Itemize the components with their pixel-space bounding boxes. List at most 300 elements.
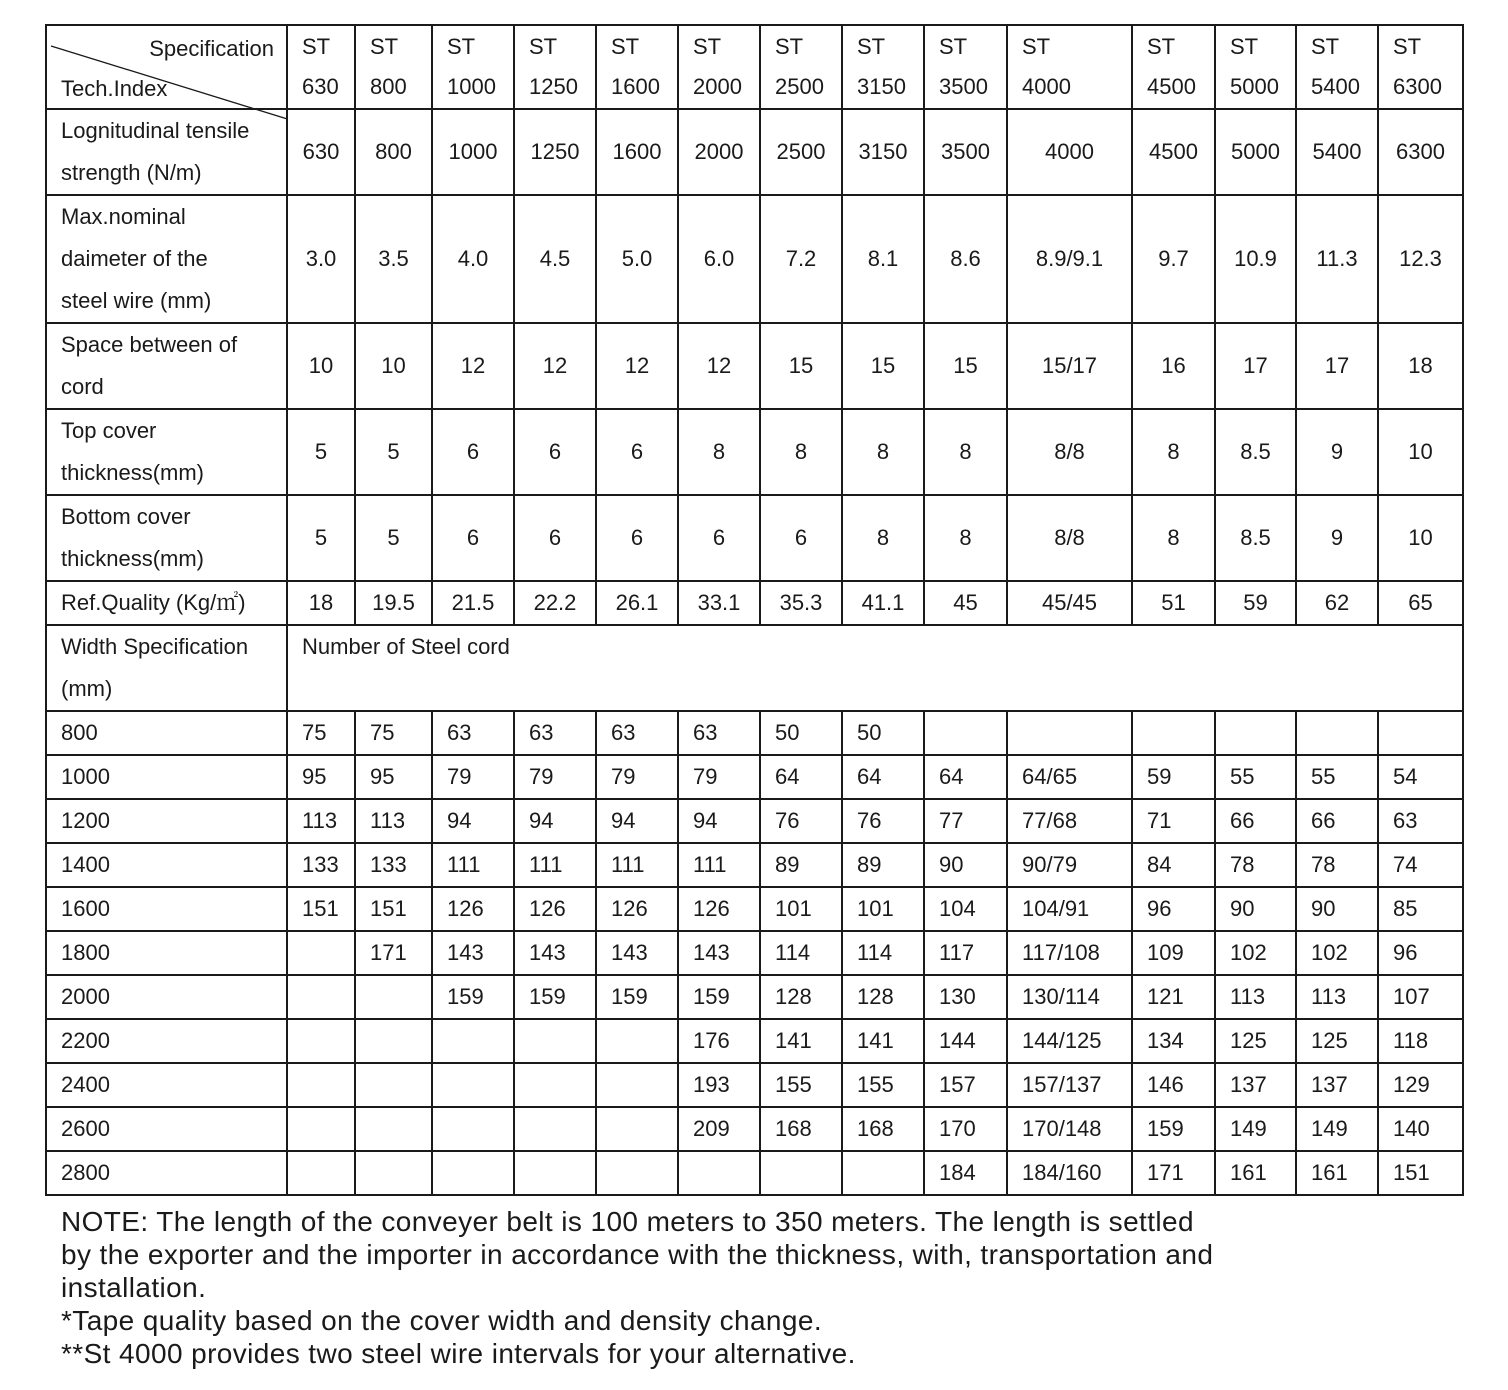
grade-value: 4000: [1022, 74, 1071, 99]
steel-cord-count: [1215, 711, 1296, 755]
grade-prefix: ST: [693, 34, 722, 59]
steel-cord-count: 84: [1132, 843, 1215, 887]
steel-cord-count: 109: [1132, 931, 1215, 975]
grade-header-cell: [596, 25, 678, 109]
property-value: 59: [1215, 581, 1296, 625]
property-value: 8: [678, 409, 760, 495]
steel-cord-count: 63: [678, 711, 760, 755]
width-row: [46, 887, 1463, 931]
property-value: 17: [1296, 323, 1378, 409]
property-value: 9: [1296, 409, 1378, 495]
width-spec-label-line: Width Specification: [61, 634, 249, 659]
steel-cord-count: 78: [1296, 843, 1378, 887]
width-row: [46, 843, 1463, 887]
property-value: 33.1: [678, 581, 760, 625]
width-spec-label-line: (mm): [61, 676, 113, 701]
steel-cord-count: [432, 1107, 514, 1151]
property-value: 1250: [514, 109, 596, 195]
steel-cord-count: 114: [760, 931, 842, 975]
property-value: 12: [596, 323, 678, 409]
property-value: 65: [1378, 581, 1463, 625]
property-value: 10: [1378, 409, 1463, 495]
header-tech-index-label: Tech.Index: [61, 76, 168, 101]
property-label: [46, 323, 287, 409]
steel-cord-count: 64/65: [1007, 755, 1132, 799]
grade-value: 3500: [939, 74, 988, 99]
note-line: **St 4000 provides two steel wire intervals for your alternative.: [61, 1338, 856, 1369]
grade-prefix: ST: [1230, 34, 1259, 59]
steel-cord-count: 141: [760, 1019, 842, 1063]
steel-cord-count: 89: [760, 843, 842, 887]
steel-cord-count: 176: [678, 1019, 760, 1063]
property-value: 62: [1296, 581, 1378, 625]
property-label: [46, 409, 287, 495]
header-specification-label: Specification: [149, 36, 274, 61]
steel-cord-count: 141: [842, 1019, 924, 1063]
steel-cord-count: 85: [1378, 887, 1463, 931]
steel-cord-count: [287, 975, 355, 1019]
width-value: 2400: [46, 1063, 287, 1107]
property-value: 1600: [596, 109, 678, 195]
property-value: 7.2: [760, 195, 842, 323]
width-row: [46, 931, 1463, 975]
grade-prefix: ST: [447, 34, 476, 59]
steel-cord-count: 76: [842, 799, 924, 843]
steel-cord-count: 89: [842, 843, 924, 887]
grade-prefix: ST: [370, 34, 399, 59]
property-value: 3.5: [355, 195, 432, 323]
property-label-line: thickness(mm): [61, 460, 205, 485]
property-value: 8.1: [842, 195, 924, 323]
steel-cord-count: 170/148: [1007, 1107, 1132, 1151]
grade-value: 800: [370, 74, 407, 99]
grade-prefix: ST: [1147, 34, 1176, 59]
grade-value: 6300: [1393, 74, 1442, 99]
steel-cord-count: 54: [1378, 755, 1463, 799]
steel-cord-count: [596, 1107, 678, 1151]
steel-cord-count: 111: [432, 843, 514, 887]
steel-cord-count: 64: [842, 755, 924, 799]
steel-cord-count: 78: [1215, 843, 1296, 887]
steel-cord-count: 113: [355, 799, 432, 843]
steel-cord-count: 209: [678, 1107, 760, 1151]
steel-cord-count: 159: [596, 975, 678, 1019]
steel-cord-count: 66: [1215, 799, 1296, 843]
grade-prefix: ST: [302, 34, 331, 59]
width-row: [46, 755, 1463, 799]
steel-cord-count: 168: [760, 1107, 842, 1151]
property-value: 18: [1378, 323, 1463, 409]
width-row: [46, 1063, 1463, 1107]
grade-prefix: ST: [1393, 34, 1422, 59]
steel-cord-count: 171: [355, 931, 432, 975]
steel-cord-count: 133: [287, 843, 355, 887]
steel-cord-count: 95: [287, 755, 355, 799]
property-value: 5: [287, 409, 355, 495]
property-value: 6: [596, 495, 678, 581]
grade-header-cell: [514, 25, 596, 109]
property-value: 5.0: [596, 195, 678, 323]
steel-cord-count: [1007, 711, 1132, 755]
steel-cord-count: 134: [1132, 1019, 1215, 1063]
steel-cord-count: 155: [760, 1063, 842, 1107]
steel-cord-count: 74: [1378, 843, 1463, 887]
steel-cord-count: 155: [842, 1063, 924, 1107]
steel-cord-count: 137: [1215, 1063, 1296, 1107]
property-value: 15: [760, 323, 842, 409]
grade-value: 4500: [1147, 74, 1196, 99]
steel-cord-count: 95: [355, 755, 432, 799]
width-value: 1000: [46, 755, 287, 799]
property-value: 11.3: [1296, 195, 1378, 323]
property-value: 8.6: [924, 195, 1007, 323]
grade-header-cell: [1007, 25, 1132, 109]
steel-cord-count: 128: [842, 975, 924, 1019]
grade-prefix: ST: [611, 34, 640, 59]
steel-cord-count: 101: [842, 887, 924, 931]
property-label-line: daimeter of the: [61, 246, 208, 271]
steel-cord-count: 55: [1296, 755, 1378, 799]
steel-cord-count: 90: [1215, 887, 1296, 931]
width-value: 800: [46, 711, 287, 755]
steel-cord-count: 90: [1296, 887, 1378, 931]
steel-cord-count: 59: [1132, 755, 1215, 799]
width-value: 2600: [46, 1107, 287, 1151]
steel-cord-count: 151: [1378, 1151, 1463, 1195]
property-value: 16: [1132, 323, 1215, 409]
property-value: 3.0: [287, 195, 355, 323]
steel-cord-count: 104/91: [1007, 887, 1132, 931]
steel-cord-count: 128: [760, 975, 842, 1019]
property-value: 19.5: [355, 581, 432, 625]
property-value: 8.9/9.1: [1007, 195, 1132, 323]
property-value: 8.5: [1215, 409, 1296, 495]
steel-cord-count: [355, 975, 432, 1019]
steel-cord-count: [355, 1019, 432, 1063]
property-row: [46, 581, 1463, 625]
steel-cord-count: 102: [1215, 931, 1296, 975]
steel-cord-count: 137: [1296, 1063, 1378, 1107]
steel-cord-count: 149: [1215, 1107, 1296, 1151]
steel-cord-count: 77: [924, 799, 1007, 843]
width-value: 2200: [46, 1019, 287, 1063]
steel-cord-count: 77/68: [1007, 799, 1132, 843]
steel-cord-count: 111: [678, 843, 760, 887]
grade-header-cell: [432, 25, 514, 109]
property-value: 22.2: [514, 581, 596, 625]
property-value: 8/8: [1007, 409, 1132, 495]
steel-cord-count: 96: [1378, 931, 1463, 975]
steel-cord-count: 94: [678, 799, 760, 843]
width-row: [46, 711, 1463, 755]
steel-cord-count: [432, 1151, 514, 1195]
steel-cord-count: [432, 1063, 514, 1107]
property-label-line: Top cover: [61, 418, 157, 443]
steel-cord-count: [287, 1107, 355, 1151]
steel-cord-count: 104: [924, 887, 1007, 931]
grade-value: 1250: [529, 74, 578, 99]
steel-cord-count: 129: [1378, 1063, 1463, 1107]
grade-header-cell: [1132, 25, 1215, 109]
steel-cord-count: 79: [432, 755, 514, 799]
property-value: 1000: [432, 109, 514, 195]
steel-cord-count: 111: [596, 843, 678, 887]
steel-cord-count: 75: [287, 711, 355, 755]
property-value: 15: [924, 323, 1007, 409]
grade-prefix: ST: [939, 34, 968, 59]
property-value: 18: [287, 581, 355, 625]
property-value: 10: [1378, 495, 1463, 581]
grade-header-cell: [355, 25, 432, 109]
property-value: 5400: [1296, 109, 1378, 195]
property-value: 26.1: [596, 581, 678, 625]
steel-cord-count: [355, 1151, 432, 1195]
steel-cord-count: 184/160: [1007, 1151, 1132, 1195]
property-label-line: strength (N/m): [61, 160, 202, 185]
steel-cord-count: [924, 711, 1007, 755]
steel-cord-count: [1296, 711, 1378, 755]
width-value: 2800: [46, 1151, 287, 1195]
property-value: 6: [514, 495, 596, 581]
steel-cord-count: 159: [514, 975, 596, 1019]
property-value: 45/45: [1007, 581, 1132, 625]
width-row: [46, 1019, 1463, 1063]
grade-value: 5000: [1230, 74, 1279, 99]
width-value: 1600: [46, 887, 287, 931]
property-value: 4.5: [514, 195, 596, 323]
property-value: 8/8: [1007, 495, 1132, 581]
steel-cord-count: 118: [1378, 1019, 1463, 1063]
steel-cord-count: 159: [432, 975, 514, 1019]
steel-cord-count: 117: [924, 931, 1007, 975]
steel-cord-count: 161: [1296, 1151, 1378, 1195]
steel-cord-count: 168: [842, 1107, 924, 1151]
steel-cord-count: 117/108: [1007, 931, 1132, 975]
grade-header-cell: [1296, 25, 1378, 109]
steel-cord-count: 75: [355, 711, 432, 755]
property-value: 6: [432, 495, 514, 581]
property-label-line: cord: [61, 374, 104, 399]
steel-cord-count: 66: [1296, 799, 1378, 843]
steel-cord-count: 90: [924, 843, 1007, 887]
property-value: 8: [924, 409, 1007, 495]
property-value: 4000: [1007, 109, 1132, 195]
steel-cord-count: 63: [1378, 799, 1463, 843]
property-label-line: steel wire (mm): [61, 288, 212, 313]
property-value: 10: [355, 323, 432, 409]
property-label-line: Space between of: [61, 332, 238, 357]
steel-cord-count: [287, 1019, 355, 1063]
width-value: 2000: [46, 975, 287, 1019]
steel-cord-count: 113: [1296, 975, 1378, 1019]
property-value: 2000: [678, 109, 760, 195]
steel-cord-count: [1132, 711, 1215, 755]
steel-cord-count: 149: [1296, 1107, 1378, 1151]
property-value: 6.0: [678, 195, 760, 323]
steel-cord-count: 96: [1132, 887, 1215, 931]
steel-cord-count: 71: [1132, 799, 1215, 843]
steel-cord-count: 151: [287, 887, 355, 931]
property-value: 8: [760, 409, 842, 495]
steel-cord-count: 64: [924, 755, 1007, 799]
property-value: 12: [678, 323, 760, 409]
steel-cord-count: [287, 931, 355, 975]
steel-cord-count: [432, 1019, 514, 1063]
steel-cord-count: [287, 1063, 355, 1107]
grade-prefix: ST: [857, 34, 886, 59]
note-line: NOTE: The length of the conveyer belt is 100 meters to 350 meters. The length is settled: [61, 1206, 1194, 1237]
grade-value: 2500: [775, 74, 824, 99]
grade-header-cell: [1378, 25, 1463, 109]
steel-cord-count: 113: [287, 799, 355, 843]
steel-cord-count: 55: [1215, 755, 1296, 799]
property-value: 35.3: [760, 581, 842, 625]
property-value: 6: [514, 409, 596, 495]
steel-cord-count: 50: [760, 711, 842, 755]
width-row: [46, 975, 1463, 1019]
steel-cord-count: 193: [678, 1063, 760, 1107]
property-row: [46, 495, 1463, 581]
width-row: [46, 1107, 1463, 1151]
property-value: 41.1: [842, 581, 924, 625]
steel-cord-count: 184: [924, 1151, 1007, 1195]
steel-cord-count: 171: [1132, 1151, 1215, 1195]
steel-cord-count: 143: [432, 931, 514, 975]
steel-cord-count: [514, 1019, 596, 1063]
width-value: 1200: [46, 799, 287, 843]
steel-cord-count: [842, 1151, 924, 1195]
steel-cord-count: 146: [1132, 1063, 1215, 1107]
header-corner-cell: [46, 25, 287, 109]
steel-cord-count: 111: [514, 843, 596, 887]
steel-cord-count: [355, 1063, 432, 1107]
width-value: 1800: [46, 931, 287, 975]
notes-block: [61, 1205, 1213, 1370]
property-row: [46, 409, 1463, 495]
steel-cord-count: 121: [1132, 975, 1215, 1019]
property-label-line: Ref.Quality (Kg/㎡): [61, 590, 246, 615]
grade-prefix: ST: [529, 34, 558, 59]
steel-cord-count: 161: [1215, 1151, 1296, 1195]
steel-cord-count: 50: [842, 711, 924, 755]
grade-value: 5400: [1311, 74, 1360, 99]
property-value: 3500: [924, 109, 1007, 195]
width-value: 1400: [46, 843, 287, 887]
property-value: 6300: [1378, 109, 1463, 195]
width-section-header: [46, 625, 1463, 711]
property-label: [46, 195, 287, 323]
property-value: 5000: [1215, 109, 1296, 195]
steel-cord-count: 126: [432, 887, 514, 931]
steel-cord-count: 76: [760, 799, 842, 843]
grade-prefix: ST: [1022, 34, 1051, 59]
property-label-line: Max.nominal: [61, 204, 186, 229]
property-value: 51: [1132, 581, 1215, 625]
property-label-line: Bottom cover: [61, 504, 191, 529]
steel-cord-count: 140: [1378, 1107, 1463, 1151]
steel-cord-count: 157/137: [1007, 1063, 1132, 1107]
property-row: [46, 323, 1463, 409]
grade-header-cell: [1215, 25, 1296, 109]
steel-cord-count: 130: [924, 975, 1007, 1019]
steel-cord-count: 125: [1215, 1019, 1296, 1063]
steel-cord-count: 113: [1215, 975, 1296, 1019]
steel-cord-count: 79: [514, 755, 596, 799]
steel-cord-count: 63: [432, 711, 514, 755]
steel-cord-count: 143: [678, 931, 760, 975]
property-value: 8: [924, 495, 1007, 581]
steel-cord-count: 144/125: [1007, 1019, 1132, 1063]
header-row: [46, 25, 1463, 109]
grade-header-cell: [842, 25, 924, 109]
property-value: 8: [1132, 409, 1215, 495]
property-value: 6: [678, 495, 760, 581]
property-value: 12: [432, 323, 514, 409]
width-spec-label: [46, 625, 287, 711]
steel-cord-count: 94: [596, 799, 678, 843]
width-row: [46, 1151, 1463, 1195]
steel-cord-count: 101: [760, 887, 842, 931]
steel-cord-count: 102: [1296, 931, 1378, 975]
property-value: 8: [1132, 495, 1215, 581]
steel-cord-count: 63: [514, 711, 596, 755]
steel-cord-count: 170: [924, 1107, 1007, 1151]
grade-value: 1600: [611, 74, 660, 99]
property-value: 5: [355, 409, 432, 495]
steel-cord-count: [514, 1107, 596, 1151]
property-value: 12.3: [1378, 195, 1463, 323]
steel-cord-count: 126: [596, 887, 678, 931]
steel-cord-count: 79: [678, 755, 760, 799]
steel-cord-count: 144: [924, 1019, 1007, 1063]
property-value: 800: [355, 109, 432, 195]
steel-cord-count: 125: [1296, 1019, 1378, 1063]
property-value: 10.9: [1215, 195, 1296, 323]
property-value: 6: [432, 409, 514, 495]
grade-header-cell: [678, 25, 760, 109]
steel-cord-count: 126: [514, 887, 596, 931]
steel-cord-count: [1378, 711, 1463, 755]
grade-value: 1000: [447, 74, 496, 99]
note-line: installation.: [61, 1272, 207, 1303]
grade-prefix: ST: [1311, 34, 1340, 59]
property-value: 5: [355, 495, 432, 581]
property-value: 630: [287, 109, 355, 195]
steel-cord-count: 133: [355, 843, 432, 887]
property-value: 4500: [1132, 109, 1215, 195]
steel-cord-count: 143: [514, 931, 596, 975]
property-label-line: Lognitudinal tensile: [61, 118, 250, 143]
width-row: [46, 799, 1463, 843]
property-value: 12: [514, 323, 596, 409]
steel-cord-count: [678, 1151, 760, 1195]
property-value: 9.7: [1132, 195, 1215, 323]
property-value: 15: [842, 323, 924, 409]
steel-cord-count: 130/114: [1007, 975, 1132, 1019]
grade-header-cell: [760, 25, 842, 109]
steel-cord-count: [514, 1151, 596, 1195]
grade-value: 2000: [693, 74, 742, 99]
grade-prefix: ST: [775, 34, 804, 59]
belt-spec-table: [45, 24, 1464, 1196]
steel-cord-count: 94: [514, 799, 596, 843]
steel-cord-count: [596, 1019, 678, 1063]
steel-cord-count: 107: [1378, 975, 1463, 1019]
property-value: 6: [760, 495, 842, 581]
grade-value: 630: [302, 74, 339, 99]
property-value: 10: [287, 323, 355, 409]
property-row: [46, 195, 1463, 323]
